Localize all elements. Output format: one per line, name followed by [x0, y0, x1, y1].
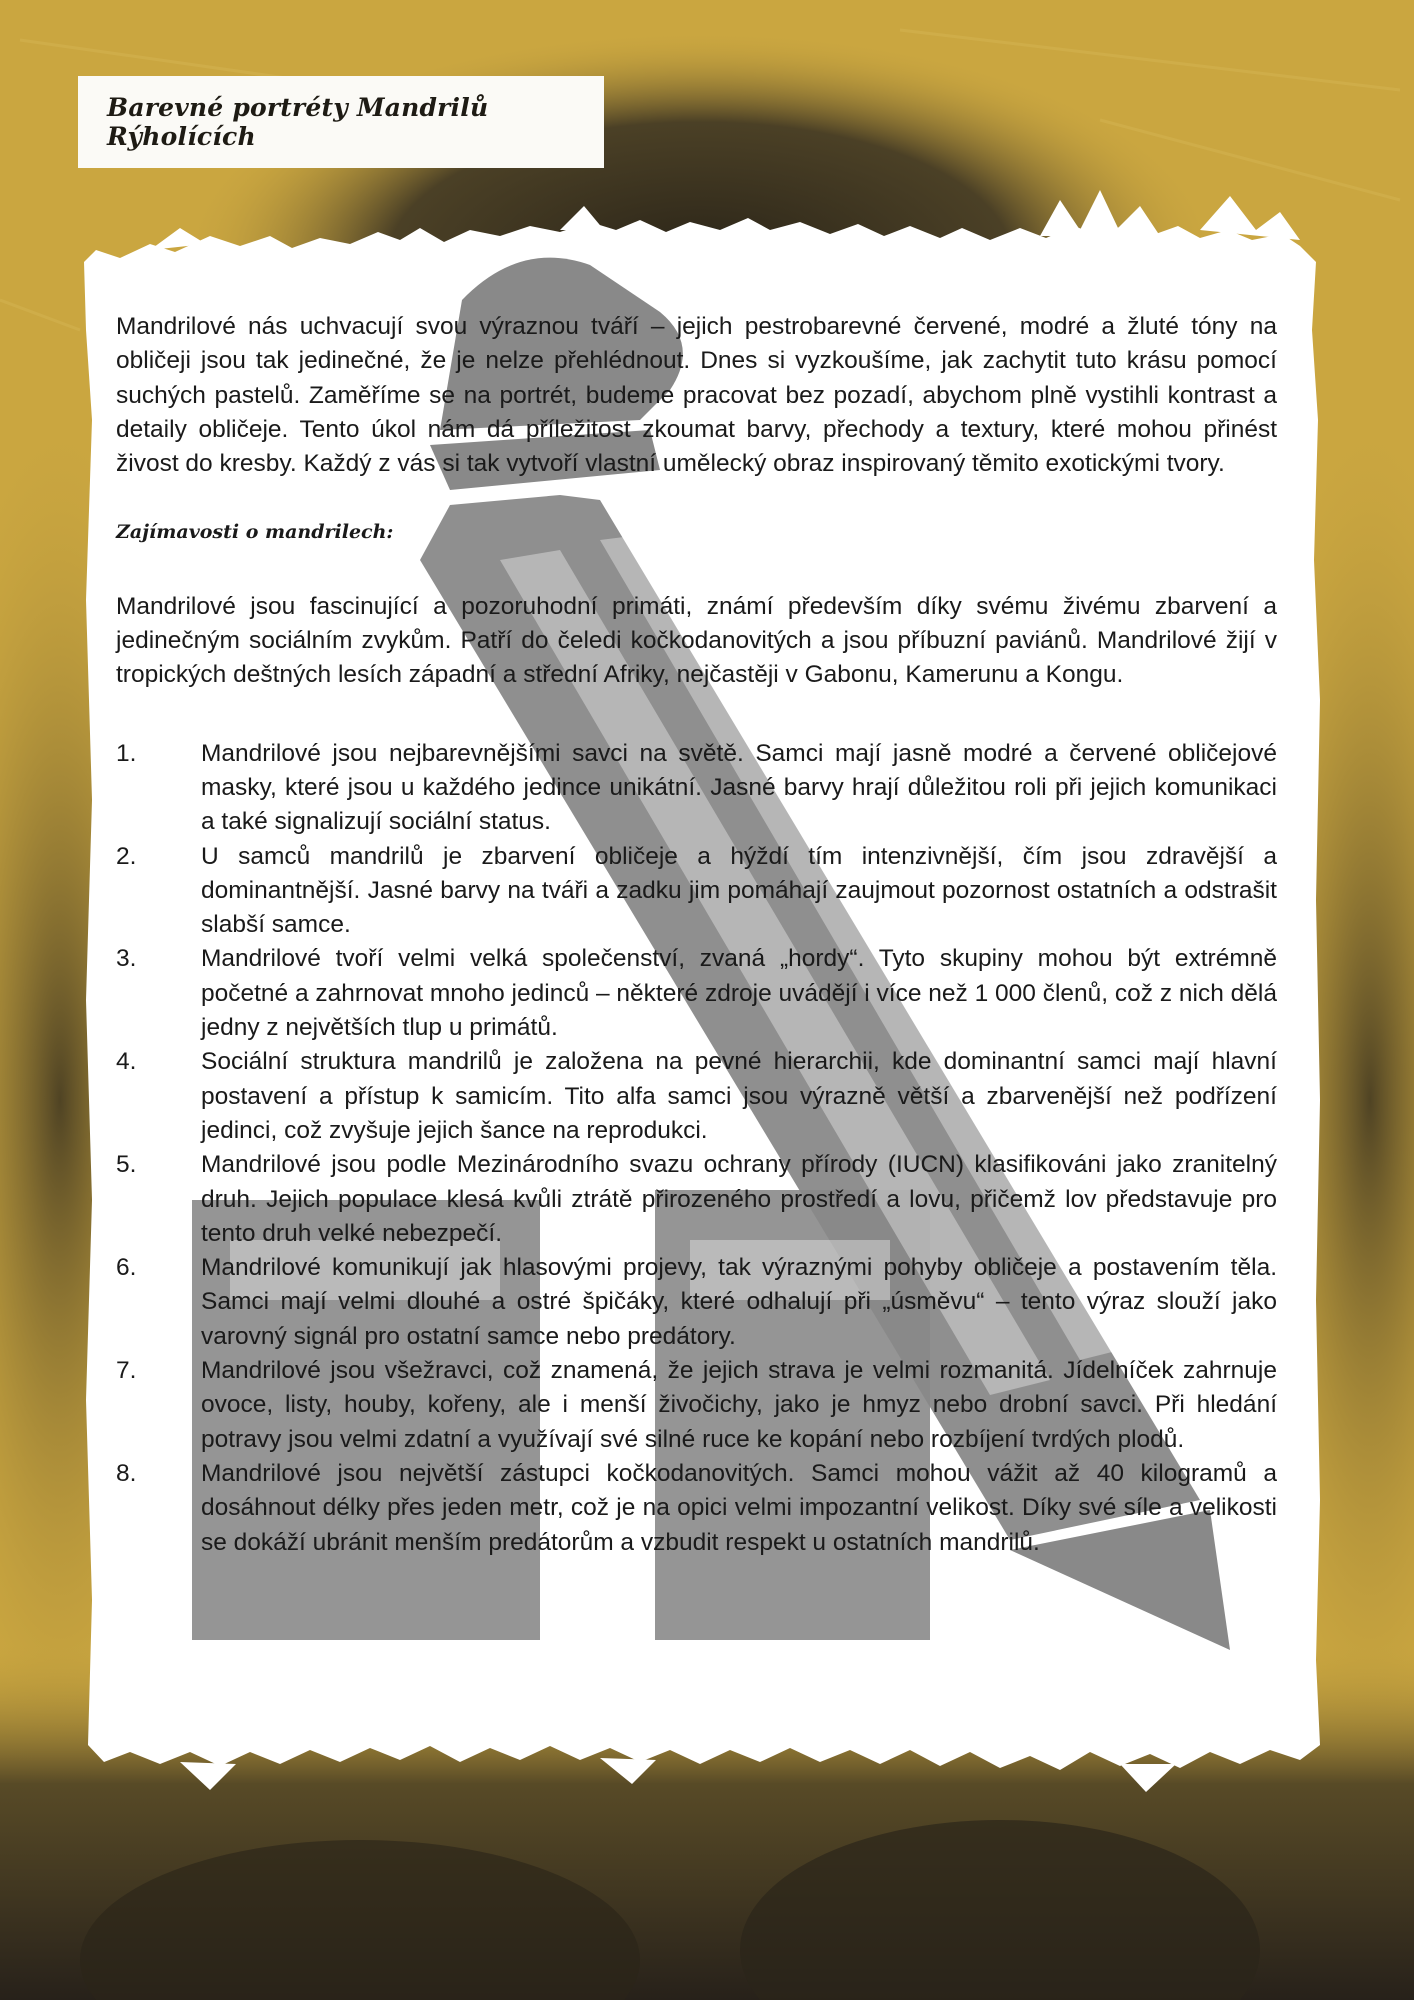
list-item-text: U samců mandrilů je zbarvení obličeje a hýždí tím intenzivnější, čím jsou zdravější a dominantnější. Jasné barvy na tváři a zadku jim pomáhají zaujmout pozornost ostatních a odstrašit slabší samce. — [201, 842, 1277, 939]
list-item-number: 3. — [116, 945, 137, 973]
page-title: Barevné portréty Mandrilů Rýholících — [107, 93, 489, 151]
facts-list — [116, 737, 1277, 1560]
list-item-text: Mandrilové jsou podle Mezinárodního svazu ochrany přírody (IUCN) klasifikováni jako zranitelný druh. Jejich populace klesá kvůli ztrátě přirozeného prostředí a lovu, přičemž lov představuje pro tento druh velké nebezpečí. — [201, 1151, 1277, 1247]
list-item — [116, 1045, 1277, 1148]
list-item — [116, 840, 1277, 943]
list-item — [116, 1354, 1277, 1457]
list-item — [116, 1148, 1277, 1251]
intro-paragraph: Mandrilové nás uchvacují svou výraznou tváří – jejich pestrobarevné červené, modré a žluté tóny na obličeji jsou tak jedinečné, že je nelze přehlédnout. Dnes si vyzkoušíme, jak zachytit tuto krásu pomocí suchých pastelů. Zaměříme se na portrét, budeme pracovat bez pozadí, abychom plně vystihli kontrast a detaily obličeje. Tento úkol nám dá příležitost zkoumat barvy, přechody a textury, které mohou přinést živost do kresby. Každý z vás si tak vytvoří vlastní umělecký obraz inspirovaný těmito exotickými tvory. — [116, 313, 1277, 478]
list-item-text: Mandrilové jsou největší zástupci kočkodanovitých. Samci mohou vážit až 40 kilogramů a dosáhnout délky přes jeden metr, což je na opici velmi impozantní velikost. Díky své síle a velikosti se dokáží ubránit menším predátorům a vzbudit respekt u ostatních mandrilů. — [201, 1459, 1277, 1556]
facts-heading: Zajímavosti o mandrilech: — [116, 521, 394, 544]
list-item-number: 1. — [116, 739, 137, 767]
list-item-text: Sociální struktura mandrilů je založena na pevné hierarchii, kde dominantní samci mají hlavní postavení a přístup k samicím. Tito alfa samci jsou výrazně větší a zbarvenější než podřízení jedinci, což zvyšuje jejich šance na reprodukci. — [201, 1048, 1277, 1144]
list-item — [116, 737, 1277, 840]
list-item-text: Mandrilové komunikují jak hlasovými projevy, tak výraznými pohyby obličeje a postavením těla. Samci mají velmi dlouhé a ostré špičáky, které odhalují při „úsměvu“ – tento výraz slouží jako varovný signál pro ostatní samce nebo predátory. — [201, 1254, 1277, 1350]
list-item-text: Mandrilové jsou nejbarevnějšími savci na světě. Samci mají jasně modré a červené obličejové masky, které jsou u každého jedince unikátní. Jasné barvy hrají důležitou roli při jejich komunikaci a také signalizují sociální status. — [201, 739, 1277, 836]
article-body — [116, 310, 1277, 1560]
list-item-number: 5. — [116, 1151, 137, 1179]
list-item-number: 2. — [116, 842, 137, 870]
list-item — [116, 1457, 1277, 1560]
list-item-number: 6. — [116, 1254, 137, 1282]
list-item-number: 8. — [116, 1459, 137, 1487]
list-item-number: 7. — [116, 1357, 137, 1385]
list-item — [116, 942, 1277, 1045]
list-item-text: Mandrilové tvoří velmi velká společenství, zvaná „hordy“. Tyto skupiny mohou být extrémně početné a zahrnovat mnoho jedinců – některé zdroje uvádějí i více než 1 000 členů, což z nich dělá jedny z největších tlup u primátů. — [201, 945, 1277, 1042]
list-item-text: Mandrilové jsou všežravci, což znamená, že jejich strava je velmi rozmanitá. Jídelníček zahrnuje ovoce, listy, houby, kořeny, ale i menší živočichy, jako je hmyz nebo drobní savci. Při hledání potravy jsou velmi zdatní a využívají své silné ruce ke kopání nebo rozbíjení tvrdých plodů. — [201, 1357, 1277, 1453]
list-item — [116, 1251, 1277, 1354]
facts-intro-paragraph: Mandrilové jsou fascinující a pozoruhodní primáti, známí především díky svému živému zbarvení a jedinečným sociálním zvykům. Patří do čeledi kočkodanovitých a jsou příbuzní paviánů. Mandrilové žijí v tropických deštných lesích západní a střední Afriky, nejčastěji v Gabonu, Kamerunu a Kongu. — [116, 592, 1277, 689]
list-item-number: 4. — [116, 1048, 137, 1076]
